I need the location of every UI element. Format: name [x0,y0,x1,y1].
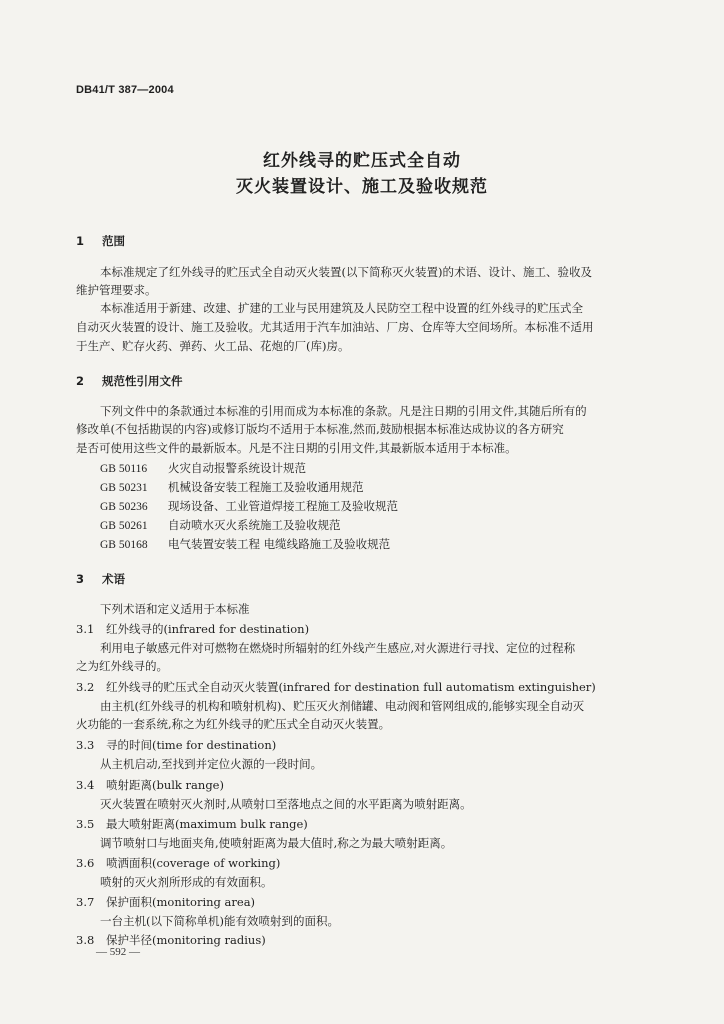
term-name: 最大喷射距离(maximum bulk range) [106,817,308,831]
reference-title: 机械设备安装工程施工及验收通用规范 [168,480,364,494]
term-heading [76,893,654,911]
section-heading-terms [76,571,125,587]
term-number: 3.2 [76,680,95,694]
section-number: 1 [76,234,85,248]
paragraph-line: 于生产、贮存火药、弹药、火工品、花炮的厂(库)房。 [76,339,350,353]
paragraph-line: 下列文件中的条款通过本标准的引用而成为本标准的条款。凡是注日期的引用文件,其随后所有的 [100,404,587,418]
section-heading-references [76,373,183,389]
paragraph-line: 是否可使用这些文件的最新版本。凡是不注日期的引用文件,其最新版本适用于本标准。 [76,441,517,455]
reference-item [100,459,678,478]
reference-code: GB 50236 [100,501,148,513]
reference-title: 自动喷水灭火系统施工及验收规范 [168,518,341,532]
term-name: 红外线寻的(infrared for destination) [106,622,310,636]
term-name: 喷射距离(bulk range) [106,778,224,792]
term-number: 3.3 [76,738,95,752]
reference-item [100,497,678,516]
term-number: 3.5 [76,817,95,831]
reference-code: GB 50116 [100,463,148,475]
reference-item [100,535,678,554]
term-definition-line: 灭火装置在喷射灭火剂时,从喷射口至落地点之间的水平距离为喷射距离。 [100,797,472,811]
term-heading [76,736,654,754]
term-heading [76,815,654,833]
document-title-line1: 红外线寻的贮压式全自动 [263,151,461,171]
term-name: 保护半径(monitoring radius) [106,933,266,947]
reference-title: 现场设备、工业管道焊接工程施工及验收规范 [168,499,398,513]
term-definition-line: 一台主机(以下简称单机)能有效喷射到的面积。 [100,914,339,928]
paragraph-line: 维护管理要求。 [76,283,157,297]
section-number: 2 [76,374,85,388]
reference-code: GB 50261 [100,520,148,532]
standard-code: DB41/T 387—2004 [76,84,174,96]
term-heading [76,620,654,638]
page-number: — 592 — [96,946,140,958]
term-name: 寻的时间(time for destination) [106,738,277,752]
term-name: 红外线寻的贮压式全自动灭火装置(infrared for destination full automatism extinguisher) [106,680,596,694]
paragraph-line: 自动灭火装置的设计、施工及验收。尤其适用于汽车加油站、厂房、仓库等大空间场所。本标准不适用 [76,320,594,334]
term-number: 3.8 [76,933,95,947]
term-definition-line: 喷射的灭火剂所形成的有效面积。 [100,875,273,889]
term-definition-line: 调节喷射口与地面夹角,使喷射距离为最大值时,称之为最大喷射距离。 [100,836,453,850]
reference-item [100,516,678,535]
term-name: 保护面积(monitoring area) [106,895,256,909]
section-title: 术语 [102,572,125,586]
section-number: 3 [76,572,85,586]
term-definition-line: 利用电子敏感元件对可燃物在燃烧时所辐射的红外线产生感应,对火源进行寻找、定位的过程称 [100,641,576,655]
paragraph-line: 下列术语和定义适用于本标准 [100,602,250,616]
section-heading-scope [76,233,125,249]
document-title-line2: 灭火装置设计、施工及验收规范 [236,177,488,197]
reference-item [100,478,678,497]
term-number: 3.7 [76,895,95,909]
reference-title: 电气装置安装工程 电缆线路施工及验收规范 [168,537,391,551]
term-definition-line: 之为红外线寻的。 [76,659,168,673]
paragraph-line: 本标准规定了红外线寻的贮压式全自动灭火装置(以下简称灭火装置)的术语、设计、施工、验收及 [100,265,592,279]
reference-code: GB 50231 [100,482,148,494]
section-title: 范围 [102,234,125,248]
term-number: 3.6 [76,856,95,870]
paragraph-line: 修改单(不包括勘误的内容)或修订版均不适用于本标准,然而,鼓励根据本标准达成协议的各方研究 [76,422,564,436]
term-definition-line: 火功能的一套系统,称之为红外线寻的贮压式全自动灭火装置。 [76,717,391,731]
term-heading [76,854,654,872]
section-title: 规范性引用文件 [102,374,183,388]
reference-title: 火灾自动报警系统设计规范 [168,461,306,475]
term-number: 3.4 [76,778,95,792]
term-number: 3.1 [76,622,95,636]
term-definition-line: 由主机(红外线寻的机构和喷射机构)、贮压灭火剂储罐、电动阀和管网组成的,能够实现全自动灭 [100,699,585,713]
reference-code: GB 50168 [100,539,148,551]
paragraph-line: 本标准适用于新建、改建、扩建的工业与民用建筑及人民防空工程中设置的红外线寻的贮压式全 [100,301,583,315]
term-heading [76,776,654,794]
term-name: 喷洒面积(coverage of working) [106,856,281,870]
term-definition-line: 从主机启动,至找到并定位火源的一段时间。 [100,757,323,771]
term-heading [76,678,654,696]
term-heading [76,931,654,949]
